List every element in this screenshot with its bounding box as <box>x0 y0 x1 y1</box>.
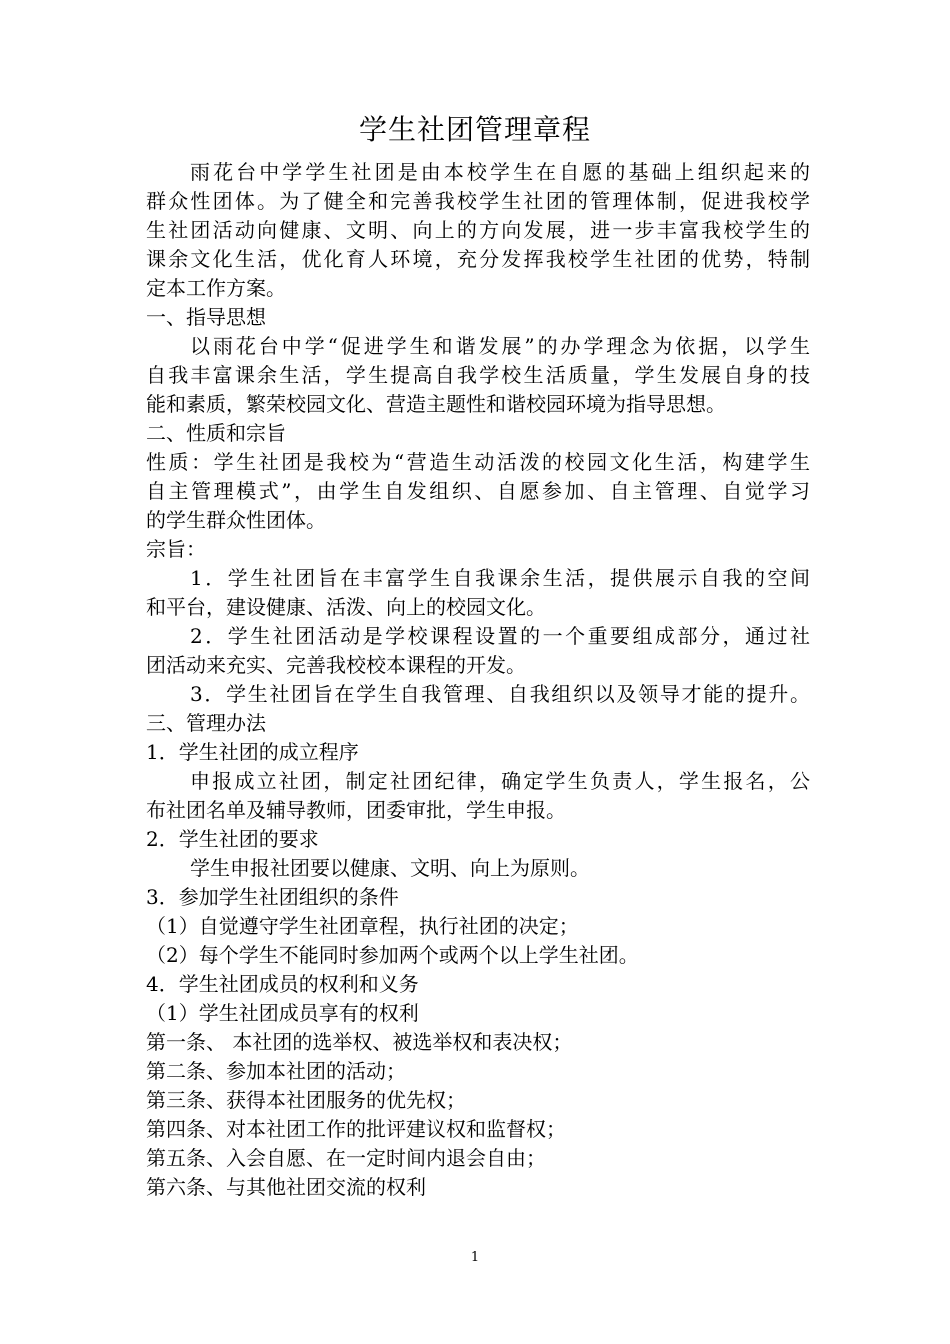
text-line: 性质：学生社团是我校为“营造生动活泼的校园文化生活，构建学生 <box>146 450 810 474</box>
text-line: 第六条、与其他社团交流的权利 <box>146 1175 426 1199</box>
text-line: 团活动来充实、完善我校校本课程的开发。 <box>146 653 526 677</box>
text-line: 2．学生社团活动是学校课程设置的一个重要组成部分，通过社 <box>190 624 810 648</box>
text-line: （1）学生社团成员享有的权利 <box>146 1001 419 1025</box>
text-line: 自我丰富课余生活，学生提高自我学校生活质量，学生发展自身的技 <box>146 363 810 387</box>
text-line: 生社团活动向健康、文明、向上的方向发展，进一步丰富我校学生的 <box>146 218 810 242</box>
text-line: 3．学生社团旨在学生自我管理、自我组织以及领导才能的提升。 <box>190 682 810 706</box>
document-body <box>146 158 810 1202</box>
text-line: 4．学生社团成员的权利和义务 <box>146 972 419 996</box>
text-line: 第四条、对本社团工作的批评建议权和监督权； <box>146 1117 566 1141</box>
text-line: 一、指导思想 <box>146 305 266 329</box>
text-line: 群众性团体。为了健全和完善我校学生社团的管理体制，促进我校学 <box>146 189 810 213</box>
text-line: 2．学生社团的要求 <box>146 827 319 851</box>
text-line: 第一条、 本社团的选举权、被选举权和表决权； <box>146 1030 573 1054</box>
text-line: 和平台，建设健康、活泼、向上的校园文化。 <box>146 595 546 619</box>
text-line: 宗旨： <box>146 537 206 561</box>
text-line: 第五条、入会自愿、在一定时间内退会自由； <box>146 1146 546 1170</box>
text-line: 1．学生社团的成立程序 <box>146 740 359 764</box>
text-line: 第二条、参加本社团的活动； <box>146 1059 406 1083</box>
text-line: 二、性质和宗旨 <box>146 421 286 445</box>
text-line: （2）每个学生不能同时参加两个或两个以上学生社团。 <box>146 943 639 967</box>
text-line: 雨花台中学学生社团是由本校学生在自愿的基础上组织起来的 <box>190 160 810 184</box>
text-line: 3．参加学生社团组织的条件 <box>146 885 399 909</box>
text-line: 定本工作方案。 <box>146 276 286 300</box>
text-line: 课余文化生活，优化育人环境，充分发挥我校学生社团的优势，特制 <box>146 247 810 271</box>
text-line: 1．学生社团旨在丰富学生自我课余生活，提供展示自我的空间 <box>190 566 810 590</box>
text-line: 能和素质，繁荣校园文化、营造主题性和谐校园环境为指导思想。 <box>146 392 726 416</box>
text-line: 以雨花台中学“促进学生和谐发展”的办学理念为依据，以学生 <box>190 334 810 358</box>
text-line: 申报成立社团，制定社团纪律，确定学生负责人，学生报名，公 <box>190 769 810 793</box>
document-title: 学生社团管理章程 <box>358 113 591 146</box>
text-line: 学生申报社团要以健康、文明、向上为原则。 <box>190 856 590 880</box>
text-line: 三、管理办法 <box>146 711 266 735</box>
text-line: 自主管理模式”，由学生自发组织、自愿参加、自主管理、自觉学习 <box>146 479 810 503</box>
text-line: 布社团名单及辅导教师，团委审批，学生申报。 <box>146 798 566 822</box>
text-line: 第三条、获得本社团服务的优先权； <box>146 1088 466 1112</box>
text-line: （1）自觉遵守学生社团章程，执行社团的决定； <box>146 914 579 938</box>
page-number: 1 <box>470 1250 480 1265</box>
text-line: 的学生群众性团体。 <box>146 508 326 532</box>
